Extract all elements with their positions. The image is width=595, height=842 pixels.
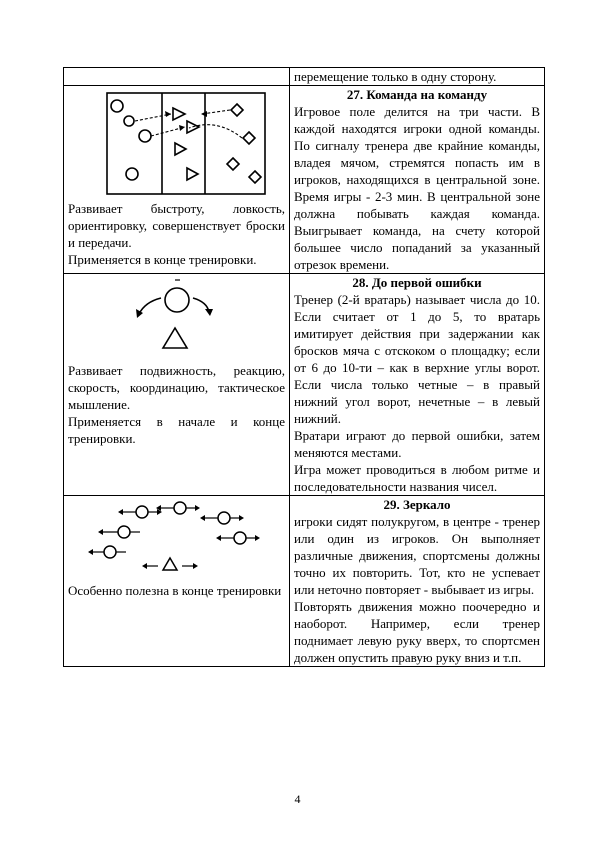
table-row-game-28: [64, 274, 545, 496]
table-row-game-29: [64, 496, 545, 667]
table-row-continuation: [64, 68, 545, 86]
table-row-game-27: [64, 86, 545, 274]
right-cell-game-29: [290, 496, 545, 667]
left-cell-empty: [64, 68, 290, 86]
right-cell-game-28: [290, 274, 545, 496]
game-28-description-2: Вратари играют до первой ошибки, затем меняются местами.: [294, 428, 540, 460]
left-cell-game-27: [64, 86, 290, 274]
game-28-title: 28. До первой ошибки: [352, 275, 482, 290]
right-cell-continuation: [290, 68, 545, 86]
game-28-description-3: Игра может проводиться в любом ритме и последовательности названия чисел.: [294, 462, 540, 494]
mirror-semicircle-diagram-icon: [82, 498, 272, 578]
continuation-text: перемещение только в одну сторону.: [294, 69, 497, 84]
game-28-description: Тренер (2-й вратарь) называет числа до 10. Если считает от 1 до 5, то вратарь имитирует действия при задержании как бросков мяча с отскоком о площадку; если от 6 до 10-ти – как в верхние углы ворот. Если числа только четные – в правый нижний угол ворот, нечетные – в левый нижний.: [294, 292, 540, 426]
game-29-description: игроки сидят полукругом, в центре - тренер или один из игроков. Он выполняет различные движения, спортсмены должны точно их повторить. Тот, кто не успевает или неточно повторяет - выбывает из игры.: [294, 514, 540, 597]
game-29-benefit: Особенно полезна в конце тренировки: [68, 583, 282, 598]
game-28-usage: Применяется в начале и конце тренировки.: [68, 414, 285, 446]
game-29-description-2: Повторять движения можно поочередно и наоборот. Например, если тренер поднимает левую руку вверх, то спортсмен должен опустить правую руку вниз и т.п.: [294, 599, 540, 665]
left-cell-game-29: [64, 496, 290, 667]
game-27-description: Игровое поле делится на три части. В каждой находятся игроки одной команды. По сигналу тренера две крайние команды, владея мячом, стремятся попасть им в игроков, находящихся в центральной зоне. Время игры - 2-3 мин. В центральной зоне должна побывать каждая команда. Выигрывает команда, на счету которой большее число попаданий за указанный отрезок времени.: [294, 104, 540, 272]
game-27-title: 27. Команда на команду: [346, 87, 488, 102]
right-cell-game-27: [290, 86, 545, 274]
exercise-table: [63, 67, 545, 667]
game-29-title: 29. Зеркало: [383, 497, 451, 512]
three-zone-team-diagram-icon: [87, 88, 267, 200]
left-cell-game-28: [64, 274, 290, 496]
goalkeeper-diagram-icon: [117, 276, 237, 354]
game-27-benefit: Развивает быстроту, ловкость, ориентировку, совершенствует броски и передачи.: [68, 201, 285, 250]
game-27-usage: Применяется в конце тренировки.: [68, 252, 257, 267]
game-28-benefit: Развивает подвижность, реакцию, скорость, координацию, тактическое мышление.: [68, 363, 285, 412]
page-number: 4: [294, 792, 301, 806]
